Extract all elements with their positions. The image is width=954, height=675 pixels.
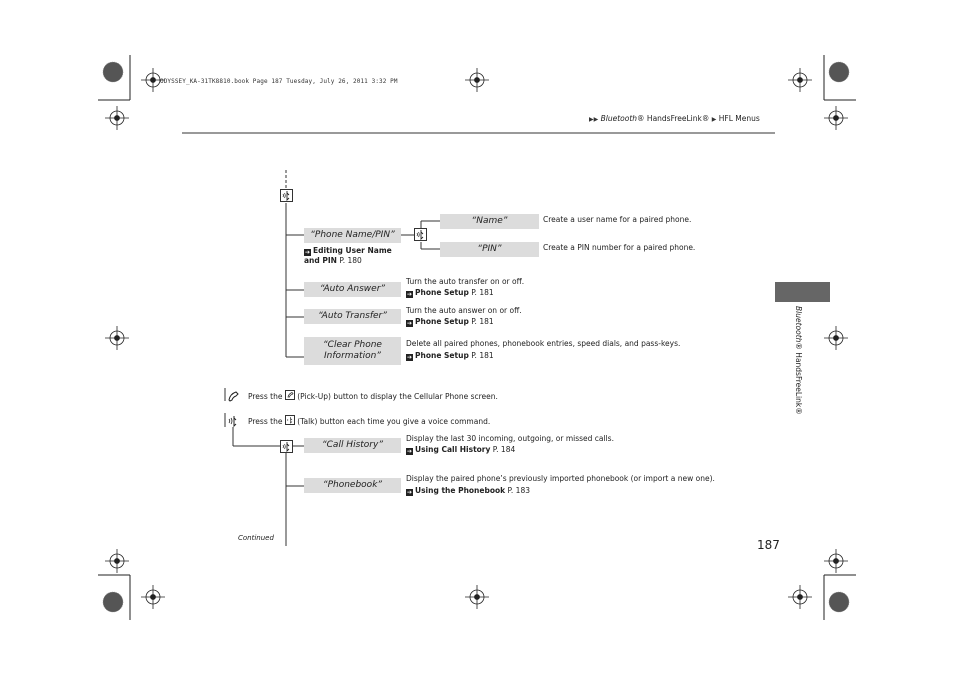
pickup-description [248,390,498,402]
menu-call-history: “Call History” [304,438,401,453]
talk-text-2: (Talk) button each time you give a voice command. [297,417,491,426]
talk-description [248,415,490,427]
menu-phonebook: “Phonebook” [304,478,401,493]
breadcrumb-arrow: ▶ [711,116,717,123]
continued-label: Continued [238,534,274,542]
talk-icon-box-lower [280,440,293,453]
ref-arrow-icon: ➔ [406,291,413,298]
ref-arrow-icon: ➔ [406,448,413,455]
talk-icon [415,229,426,240]
name-description: Create a user name for a paired phone. [543,215,692,224]
breadcrumb-hfl: ® HandsFreeLink® [637,114,710,123]
phonebook-description: Display the paired phone’s previously imported phonebook (or import a new one). [406,474,715,483]
ref-arrow-icon: ➔ [406,354,413,361]
pickup-text-1: Press the [248,392,283,401]
clear-phone-line1: “Clear Phone [323,340,382,350]
talk-row-icon-box [226,413,240,427]
ref-title: Phone Setup [415,317,469,326]
ref-title: Phone Setup [415,288,469,297]
menu-clear-phone-information [304,337,401,365]
ref-page: P. 181 [471,351,494,360]
ref-arrow-icon: ➔ [304,249,311,256]
ref-title: Editing User Name [313,246,392,255]
pin-description: Create a PIN number for a paired phone. [543,243,696,252]
breadcrumb-arrows: ▶▶ [589,116,599,123]
pickup-text-2: (Pick-Up) button to display the Cellular Phone screen. [297,392,498,401]
side-tab-label [794,306,803,415]
breadcrumb-hfl-menus: HFL Menus [718,114,760,123]
ref-page: P. 183 [507,486,530,495]
menu-pin: “PIN” [440,242,539,257]
auto-answer-ref [406,288,494,298]
pickup-phone-icon [226,390,240,403]
menu-name: “Name” [440,214,539,229]
ref-arrow-icon: ➔ [406,320,413,327]
talk-icon [226,414,240,428]
phonebook-ref [406,486,530,496]
talk-inline-icon [285,415,295,425]
breadcrumb-bluetooth: Bluetooth [600,114,638,123]
call-history-description: Display the last 30 incoming, outgoing, or missed calls. [406,434,614,443]
clear-phone-description: Delete all paired phones, phonebook entries, speed dials, and pass-keys. [406,339,681,348]
auto-transfer-description: Turn the auto answer on or off. [406,306,522,315]
breadcrumb [589,114,760,123]
ref-title: Using Call History [415,445,491,454]
call-history-ref [406,445,515,455]
ref-title: Phone Setup [415,351,469,360]
ref-page: P. 181 [471,317,494,326]
ref-title-2: and PIN [304,256,337,265]
auto-answer-description: Turn the auto transfer on or off. [406,277,525,286]
menu-phone-name-pin: “Phone Name/PIN” [304,228,401,243]
ref-title: Using the Phonebook [415,486,506,495]
side-tab [775,282,830,302]
side-tab-hfl: ® HandsFreeLink® [794,342,803,415]
side-tab-bluetooth: Bluetooth [794,306,803,343]
pickup-icon-box [226,388,240,401]
editing-user-name-ref [304,246,392,266]
talk-icon-box [280,189,293,202]
ref-arrow-icon: ➔ [406,489,413,496]
file-header: ODYSSEY_KA-31TK8810.book Page 187 Tuesday, July 26, 2011 3:32 PM [160,78,398,85]
clear-phone-ref [406,351,494,361]
ref-page: P. 184 [492,445,516,454]
talk-text-1: Press the [248,417,283,426]
menu-auto-transfer: “Auto Transfer” [304,309,401,324]
clear-phone-line2: Information” [324,351,381,361]
ref-page: P. 181 [471,288,494,297]
page-number: 187 [757,538,780,552]
talk-icon [281,441,292,452]
ref-page: P. 180 [339,256,362,265]
talk-icon [281,190,292,201]
auto-transfer-ref [406,317,494,327]
menu-auto-answer: “Auto Answer” [304,282,401,297]
pickup-inline-icon [285,390,295,400]
talk-icon-box-sub [414,228,427,241]
